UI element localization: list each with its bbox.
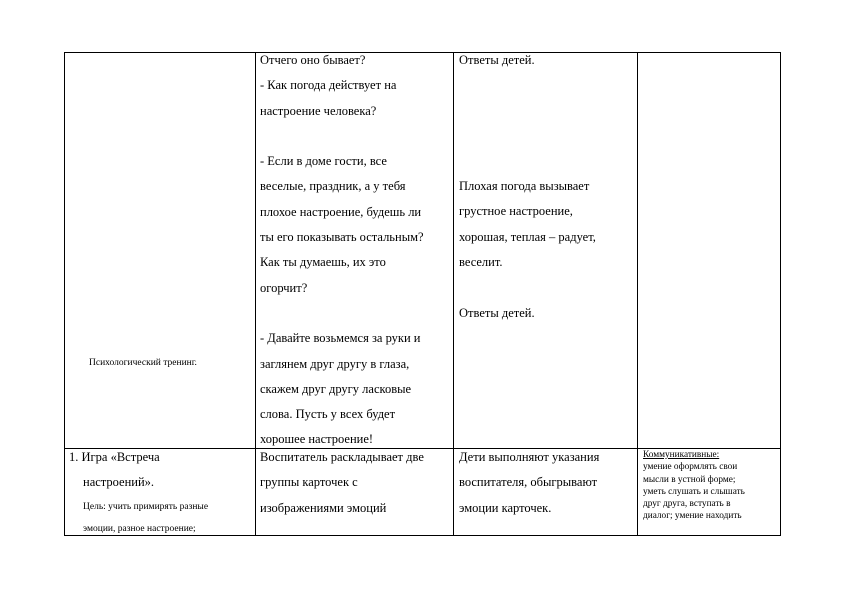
text-line: Дети выполняют указания — [459, 450, 600, 464]
communicative-skills — [643, 449, 745, 523]
children-answers-bottom: Ответы детей. — [459, 306, 535, 320]
text-line: Воспитатель раскладывает две — [260, 450, 424, 464]
text-line: - Давайте возьмемся за руки и — [260, 331, 421, 346]
game-title-line1: 1. Игра «Встреча — [69, 450, 160, 464]
teacher-actions — [260, 445, 424, 521]
column-divider-1 — [255, 53, 256, 535]
game-title-line2: настроений». — [83, 475, 155, 489]
text-line: - Если в доме гости, все — [260, 154, 387, 169]
training-label: Психологический тренинг. — [89, 358, 197, 368]
children-answers-top: Ответы детей. — [459, 53, 535, 67]
text-line: плохое настроение, будешь ли — [260, 204, 422, 219]
text-line: Плохая погода вызывает — [459, 179, 590, 193]
text-line: хорошее настроение! — [260, 432, 374, 447]
text-line: грустное настроение, — [459, 204, 573, 219]
lesson-plan-table — [64, 52, 781, 536]
skills-heading: Коммуникативные: — [643, 450, 720, 460]
column-divider-2 — [453, 53, 454, 535]
text-line: хорошая, теплая – радует, — [459, 229, 596, 244]
text-line: диалог; умение находить — [643, 511, 742, 522]
text-line: скажем друг другу ласковые — [260, 381, 412, 396]
teacher-questions — [260, 48, 424, 453]
game-goal-line1: Цель: учить примирять разные — [83, 502, 209, 512]
text-line: слова. Пусть у всех будет — [260, 407, 396, 422]
text-line: воспитателя, обыгрывают — [459, 475, 598, 490]
text-line: эмоции карточек. — [459, 500, 552, 515]
text-line: Отчего оно бывает? — [260, 53, 366, 67]
weather-answer — [459, 174, 596, 275]
text-line: - Как погода действует на — [260, 78, 397, 93]
text-line: Как ты думаешь, их это — [260, 255, 386, 270]
text-line — [260, 124, 424, 149]
text-line: ты его показывать остальным? — [260, 230, 424, 245]
text-line: заглянем друг другу в глаза, — [260, 356, 410, 371]
text-line: мысли в устной форме; — [643, 474, 736, 485]
text-line: настроение человека? — [260, 103, 377, 118]
column-divider-3 — [637, 53, 638, 535]
text-line: огорчит? — [260, 280, 308, 295]
text-line — [260, 301, 424, 326]
text-line: веселит. — [459, 254, 503, 269]
text-line: веселые, праздник, а у тебя — [260, 179, 406, 194]
game-goal-line2: эмоции, разное настроение; — [83, 524, 196, 534]
text-line: друг друга, вступать в — [643, 499, 731, 510]
children-actions — [459, 445, 599, 521]
text-line: группы карточек с — [260, 475, 358, 490]
text-line: умение оформлять свои — [643, 462, 738, 473]
text-line: изображениями эмоций — [260, 500, 387, 515]
text-line: уметь слушать и слышать — [643, 486, 745, 497]
